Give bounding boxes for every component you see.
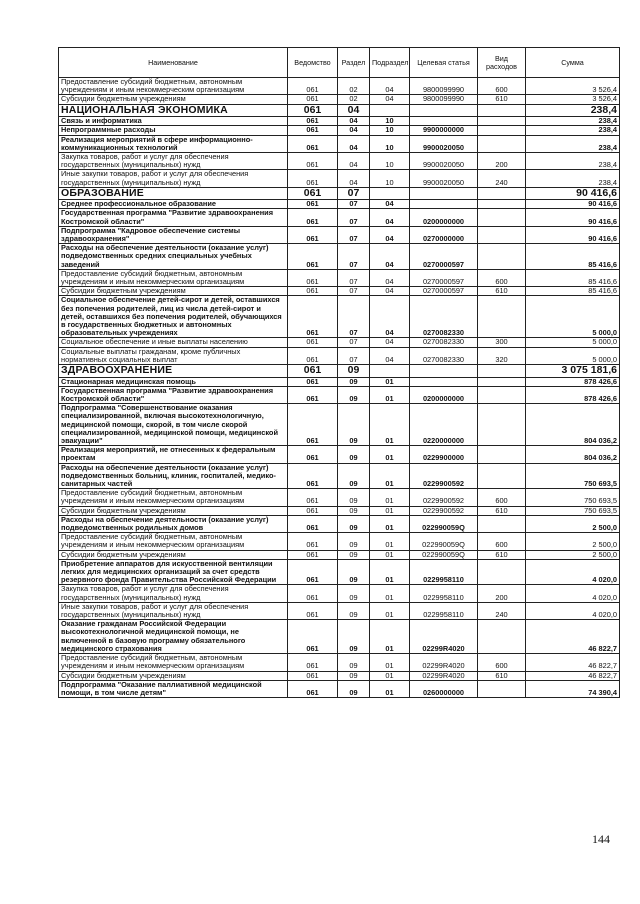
cell-expense-type: [478, 559, 526, 585]
cell-expense-type: 610: [478, 95, 526, 104]
cell-section: 09: [338, 377, 370, 386]
cell-target-item: 0229900592: [410, 489, 478, 506]
cell-target-item: [410, 104, 478, 117]
cell-expense-type: [478, 365, 526, 378]
cell-amount: 2 500,0: [526, 550, 620, 559]
cell-department: 061: [288, 269, 338, 286]
cell-amount: 238,4: [526, 104, 620, 117]
cell-amount: 74 390,4: [526, 680, 620, 697]
table-row: [59, 446, 620, 463]
cell-amount: 2 500,0: [526, 533, 620, 550]
cell-section: 09: [338, 559, 370, 585]
cell-subsection: 10: [370, 152, 410, 169]
cell-amount: 3 526,4: [526, 78, 620, 95]
cell-name: Иные закупки товаров, работ и услуг для обеспечения государственных (муниципальных) нужд: [59, 602, 288, 619]
header-name: Наименование: [59, 48, 288, 78]
cell-subsection: 04: [370, 269, 410, 286]
cell-target-item: 0270082330: [410, 347, 478, 364]
cell-section: 07: [338, 209, 370, 226]
cell-section: 07: [338, 244, 370, 270]
cell-section: 09: [338, 365, 370, 378]
cell-amount: 4 020,0: [526, 559, 620, 585]
cell-name: Реализация мероприятий, не отнесенных к федеральным проектам: [59, 446, 288, 463]
cell-department: 061: [288, 446, 338, 463]
cell-expense-type: [478, 135, 526, 152]
cell-amount: 804 036,2: [526, 404, 620, 446]
cell-target-item: [410, 377, 478, 386]
cell-expense-type: [478, 104, 526, 117]
cell-amount: 238,4: [526, 117, 620, 126]
table-row: [59, 671, 620, 680]
cell-name: Подпрограмма "Совершенствование оказания специализированной, включая высокотехнологичную, медицинской помощи, скорой, в том числе скорой специализированной, медицинской помощи, медицинской эвакуации": [59, 404, 288, 446]
cell-target-item: 0229900592: [410, 463, 478, 489]
cell-department: 061: [288, 550, 338, 559]
cell-amount: 85 416,6: [526, 287, 620, 296]
cell-target-item: 0229900592: [410, 506, 478, 515]
cell-expense-type: [478, 515, 526, 532]
cell-name: Субсидии бюджетным учреждениям: [59, 95, 288, 104]
cell-subsection: 04: [370, 95, 410, 104]
cell-section: 09: [338, 654, 370, 671]
cell-target-item: 022990059Q: [410, 550, 478, 559]
table-row: [59, 170, 620, 187]
cell-target-item: 0200000000: [410, 209, 478, 226]
cell-name: Среднее профессиональное образование: [59, 200, 288, 209]
cell-department: 061: [288, 209, 338, 226]
cell-expense-type: 600: [478, 533, 526, 550]
table-row: [59, 377, 620, 386]
table-row: [59, 244, 620, 270]
cell-expense-type: [478, 620, 526, 654]
cell-subsection: 10: [370, 126, 410, 135]
cell-subsection: 01: [370, 680, 410, 697]
cell-section: 04: [338, 135, 370, 152]
budget-table: [58, 47, 620, 698]
table-row: [59, 550, 620, 559]
cell-subsection: 04: [370, 226, 410, 243]
cell-section: 07: [338, 338, 370, 347]
cell-department: 061: [288, 287, 338, 296]
table-row: [59, 187, 620, 200]
cell-amount: 238,4: [526, 152, 620, 169]
cell-expense-type: 300: [478, 338, 526, 347]
cell-section: 09: [338, 489, 370, 506]
cell-section: 07: [338, 187, 370, 200]
cell-target-item: 02299R4020: [410, 671, 478, 680]
cell-amount: 90 416,6: [526, 200, 620, 209]
table-row: [59, 296, 620, 338]
header-department: Ведомство: [288, 48, 338, 78]
cell-name: Связь и информатика: [59, 117, 288, 126]
cell-target-item: 022990059Q: [410, 533, 478, 550]
cell-target-item: [410, 117, 478, 126]
cell-department: 061: [288, 152, 338, 169]
cell-name: Расходы на обеспечение деятельности (оказание услуг) подведомственных средних специальных учебных заведений: [59, 244, 288, 270]
cell-department: 061: [288, 386, 338, 403]
cell-expense-type: [478, 386, 526, 403]
cell-section: 04: [338, 152, 370, 169]
cell-subsection: [370, 365, 410, 378]
header-target-item: Целевая статья: [410, 48, 478, 78]
cell-subsection: 01: [370, 463, 410, 489]
cell-department: 061: [288, 489, 338, 506]
cell-subsection: 10: [370, 117, 410, 126]
cell-department: 061: [288, 104, 338, 117]
cell-department: 061: [288, 602, 338, 619]
table-row: [59, 117, 620, 126]
table-row: [59, 620, 620, 654]
table-row: [59, 95, 620, 104]
cell-section: 02: [338, 95, 370, 104]
cell-expense-type: [478, 244, 526, 270]
cell-amount: 804 036,2: [526, 446, 620, 463]
cell-expense-type: [478, 117, 526, 126]
cell-subsection: 10: [370, 135, 410, 152]
table-row: [59, 226, 620, 243]
cell-subsection: 01: [370, 533, 410, 550]
cell-amount: 3 075 181,6: [526, 365, 620, 378]
cell-department: 061: [288, 296, 338, 338]
cell-department: 061: [288, 506, 338, 515]
cell-name: Государственная программа "Развитие здравоохранения Костромской области": [59, 209, 288, 226]
table-row: [59, 533, 620, 550]
cell-department: 061: [288, 654, 338, 671]
cell-expense-type: 240: [478, 170, 526, 187]
cell-name: Субсидии бюджетным учреждениям: [59, 287, 288, 296]
cell-department: 061: [288, 338, 338, 347]
cell-subsection: 04: [370, 296, 410, 338]
table-row: [59, 515, 620, 532]
cell-department: 061: [288, 170, 338, 187]
cell-subsection: 01: [370, 404, 410, 446]
cell-name: Подпрограмма "Кадровое обеспечение системы здравоохранения": [59, 226, 288, 243]
cell-department: 061: [288, 226, 338, 243]
table-row: [59, 506, 620, 515]
cell-name: Закупка товаров, работ и услуг для обеспечения государственных (муниципальных) нужд: [59, 585, 288, 602]
cell-department: 061: [288, 78, 338, 95]
cell-target-item: 022990059Q: [410, 515, 478, 532]
cell-amount: 85 416,6: [526, 269, 620, 286]
cell-name: Иные закупки товаров, работ и услуг для обеспечения государственных (муниципальных) нужд: [59, 170, 288, 187]
cell-amount: 5 000,0: [526, 338, 620, 347]
cell-name: Субсидии бюджетным учреждениям: [59, 550, 288, 559]
cell-section: 04: [338, 126, 370, 135]
cell-amount: 4 020,0: [526, 585, 620, 602]
table-row: [59, 78, 620, 95]
cell-expense-type: [478, 377, 526, 386]
cell-amount: 878 426,6: [526, 377, 620, 386]
cell-subsection: 01: [370, 515, 410, 532]
cell-target-item: 9900020050: [410, 170, 478, 187]
cell-section: 09: [338, 404, 370, 446]
cell-name: Закупка товаров, работ и услуг для обеспечения государственных (муниципальных) нужд: [59, 152, 288, 169]
cell-subsection: 01: [370, 550, 410, 559]
cell-amount: 2 500,0: [526, 515, 620, 532]
cell-target-item: 0220000000: [410, 404, 478, 446]
cell-name: Предоставление субсидий бюджетным, автономным учреждениям и иным некоммерческим организациям: [59, 654, 288, 671]
cell-target-item: 0229958110: [410, 602, 478, 619]
table-row: [59, 489, 620, 506]
cell-target-item: 0270082330: [410, 296, 478, 338]
cell-department: 061: [288, 95, 338, 104]
header-subsection: Подраздел: [370, 48, 410, 78]
cell-section: 07: [338, 226, 370, 243]
header-expense-type: Вид расходов: [478, 48, 526, 78]
table-row: [59, 287, 620, 296]
table-row: [59, 654, 620, 671]
cell-target-item: 0270082330: [410, 338, 478, 347]
cell-target-item: 0270000000: [410, 226, 478, 243]
cell-section: 07: [338, 347, 370, 364]
table-row: [59, 404, 620, 446]
cell-section: 07: [338, 269, 370, 286]
cell-target-item: 9900020050: [410, 152, 478, 169]
cell-target-item: 02299R4020: [410, 620, 478, 654]
cell-expense-type: [478, 404, 526, 446]
table-row: [59, 126, 620, 135]
cell-amount: 85 416,6: [526, 244, 620, 270]
cell-amount: 238,4: [526, 135, 620, 152]
table-row: [59, 559, 620, 585]
cell-section: 09: [338, 386, 370, 403]
cell-expense-type: 610: [478, 671, 526, 680]
cell-subsection: 01: [370, 446, 410, 463]
cell-target-item: 9800099990: [410, 95, 478, 104]
cell-subsection: 01: [370, 602, 410, 619]
cell-amount: 3 526,4: [526, 95, 620, 104]
cell-section: 09: [338, 446, 370, 463]
cell-name: Субсидии бюджетным учреждениям: [59, 506, 288, 515]
cell-expense-type: 610: [478, 506, 526, 515]
cell-expense-type: [478, 296, 526, 338]
cell-expense-type: 600: [478, 489, 526, 506]
cell-subsection: 01: [370, 377, 410, 386]
cell-section: 04: [338, 170, 370, 187]
cell-name: ЗДРАВООХРАНЕНИЕ: [59, 365, 288, 378]
cell-target-item: 9900020050: [410, 135, 478, 152]
cell-subsection: 04: [370, 209, 410, 226]
cell-expense-type: [478, 680, 526, 697]
cell-department: 061: [288, 187, 338, 200]
cell-department: 061: [288, 117, 338, 126]
cell-subsection: 01: [370, 654, 410, 671]
cell-target-item: 0260000000: [410, 680, 478, 697]
cell-expense-type: [478, 209, 526, 226]
cell-section: 09: [338, 506, 370, 515]
table-header-row: [59, 48, 620, 78]
cell-name: Расходы на обеспечение деятельности (оказание услуг) подведомственных больниц, клиник, госпиталей, медико-санитарных частей: [59, 463, 288, 489]
cell-department: 061: [288, 680, 338, 697]
cell-department: 061: [288, 463, 338, 489]
cell-subsection: 01: [370, 386, 410, 403]
table-row: [59, 680, 620, 697]
cell-department: 061: [288, 347, 338, 364]
cell-expense-type: 240: [478, 602, 526, 619]
cell-target-item: 0229958110: [410, 585, 478, 602]
cell-amount: 90 416,6: [526, 187, 620, 200]
cell-section: 09: [338, 550, 370, 559]
cell-amount: 90 416,6: [526, 209, 620, 226]
cell-expense-type: 200: [478, 152, 526, 169]
cell-subsection: [370, 104, 410, 117]
cell-name: Реализация мероприятий в сфере информационно-коммуникационных технологий: [59, 135, 288, 152]
cell-amount: 5 000,0: [526, 347, 620, 364]
cell-department: 061: [288, 365, 338, 378]
cell-target-item: 9900000000: [410, 126, 478, 135]
cell-department: 061: [288, 559, 338, 585]
cell-amount: 90 416,6: [526, 226, 620, 243]
cell-section: 07: [338, 296, 370, 338]
cell-subsection: 04: [370, 78, 410, 95]
cell-name: Предоставление субсидий бюджетным, автономным учреждениям и иным некоммерческим организациям: [59, 78, 288, 95]
table-row: [59, 386, 620, 403]
cell-name: Социальное обеспечение детей-сирот и детей, оставшихся без попечения родителей, лиц из числа детей-сирот и детей, оставшихся без попечения родителей, обучающихся в государственных бюджетных и автономных образовательных учреждениях: [59, 296, 288, 338]
cell-department: 061: [288, 515, 338, 532]
cell-expense-type: [478, 200, 526, 209]
cell-amount: 750 693,5: [526, 489, 620, 506]
table-body: [59, 78, 620, 698]
cell-section: 02: [338, 78, 370, 95]
cell-name: НАЦИОНАЛЬНАЯ ЭКОНОМИКА: [59, 104, 288, 117]
cell-expense-type: 610: [478, 287, 526, 296]
cell-section: 09: [338, 602, 370, 619]
cell-target-item: 0200000000: [410, 386, 478, 403]
cell-name: Государственная программа "Развитие здравоохранения Костромской области": [59, 386, 288, 403]
cell-subsection: 01: [370, 620, 410, 654]
cell-subsection: 01: [370, 585, 410, 602]
header-amount: Сумма: [526, 48, 620, 78]
cell-name: Субсидии бюджетным учреждениям: [59, 671, 288, 680]
cell-name: Предоставление субсидий бюджетным, автономным учреждениям и иным некоммерческим организациям: [59, 269, 288, 286]
cell-name: Подпрограмма "Оказание паллиативной медицинской помощи, в том числе детям": [59, 680, 288, 697]
table-row: [59, 585, 620, 602]
cell-target-item: 0229900000: [410, 446, 478, 463]
cell-section: 09: [338, 671, 370, 680]
cell-department: 061: [288, 244, 338, 270]
cell-amount: 238,4: [526, 126, 620, 135]
cell-department: 061: [288, 585, 338, 602]
cell-expense-type: 610: [478, 550, 526, 559]
cell-subsection: 01: [370, 506, 410, 515]
cell-subsection: 01: [370, 671, 410, 680]
cell-target-item: 0270000597: [410, 287, 478, 296]
cell-subsection: 04: [370, 200, 410, 209]
cell-department: 061: [288, 126, 338, 135]
cell-name: Непрограммные расходы: [59, 126, 288, 135]
cell-name: Социальные выплаты гражданам, кроме публичных нормативных социальных выплат: [59, 347, 288, 364]
cell-amount: 46 822,7: [526, 671, 620, 680]
table-row: [59, 365, 620, 378]
cell-amount: 238,4: [526, 170, 620, 187]
cell-department: 061: [288, 533, 338, 550]
cell-section: 09: [338, 515, 370, 532]
cell-section: 04: [338, 117, 370, 126]
cell-expense-type: [478, 463, 526, 489]
cell-section: 09: [338, 533, 370, 550]
cell-section: 09: [338, 680, 370, 697]
cell-name: Расходы на обеспечение деятельности (оказание услуг) подведомственных родильных домов: [59, 515, 288, 532]
cell-amount: 46 822,7: [526, 654, 620, 671]
page-number: 144: [592, 832, 610, 846]
table-row: [59, 209, 620, 226]
cell-name: Стационарная медицинская помощь: [59, 377, 288, 386]
cell-target-item: 9800099990: [410, 78, 478, 95]
cell-subsection: 04: [370, 244, 410, 270]
cell-expense-type: 200: [478, 585, 526, 602]
cell-expense-type: 600: [478, 78, 526, 95]
cell-section: 09: [338, 620, 370, 654]
cell-amount: 878 426,6: [526, 386, 620, 403]
header-section: Раздел: [338, 48, 370, 78]
cell-department: 061: [288, 135, 338, 152]
table-row: [59, 152, 620, 169]
table-row: [59, 463, 620, 489]
cell-subsection: 01: [370, 489, 410, 506]
cell-name: Оказание гражданам Российской Федерации высокотехнологичной медицинской помощи, не включенной в базовую программу обязательного медицинского страхования: [59, 620, 288, 654]
cell-expense-type: 600: [478, 269, 526, 286]
table-row: [59, 602, 620, 619]
cell-section: 09: [338, 585, 370, 602]
cell-name: Предоставление субсидий бюджетным, автономным учреждениям и иным некоммерческим организациям: [59, 489, 288, 506]
cell-amount: 4 020,0: [526, 602, 620, 619]
cell-expense-type: 600: [478, 654, 526, 671]
cell-expense-type: [478, 126, 526, 135]
cell-name: Социальное обеспечение и иные выплаты населению: [59, 338, 288, 347]
cell-target-item: [410, 200, 478, 209]
cell-target-item: 0270000597: [410, 269, 478, 286]
cell-target-item: [410, 187, 478, 200]
cell-section: 07: [338, 287, 370, 296]
table-row: [59, 135, 620, 152]
cell-subsection: 04: [370, 338, 410, 347]
table-row: [59, 338, 620, 347]
cell-subsection: [370, 187, 410, 200]
table-row: [59, 104, 620, 117]
cell-expense-type: [478, 446, 526, 463]
cell-amount: 750 693,5: [526, 463, 620, 489]
cell-subsection: 01: [370, 559, 410, 585]
cell-department: 061: [288, 404, 338, 446]
cell-section: 04: [338, 104, 370, 117]
cell-expense-type: [478, 187, 526, 200]
cell-department: 061: [288, 200, 338, 209]
cell-amount: 5 000,0: [526, 296, 620, 338]
cell-target-item: 02299R4020: [410, 654, 478, 671]
table-row: [59, 347, 620, 364]
cell-department: 061: [288, 671, 338, 680]
cell-target-item: 0270000597: [410, 244, 478, 270]
cell-section: 09: [338, 463, 370, 489]
cell-amount: 750 693,5: [526, 506, 620, 515]
cell-section: 07: [338, 200, 370, 209]
cell-subsection: 04: [370, 347, 410, 364]
cell-amount: 46 822,7: [526, 620, 620, 654]
table-row: [59, 200, 620, 209]
cell-expense-type: 320: [478, 347, 526, 364]
table-row: [59, 269, 620, 286]
cell-target-item: [410, 365, 478, 378]
cell-department: 061: [288, 620, 338, 654]
cell-expense-type: [478, 226, 526, 243]
cell-name: Приобретение аппаратов для искусственной вентиляции легких для медицинских организаций за счет средств резервного фонда Правительства Российской Федерации: [59, 559, 288, 585]
cell-target-item: 0229958110: [410, 559, 478, 585]
cell-name: Предоставление субсидий бюджетным, автономным учреждениям и иным некоммерческим организациям: [59, 533, 288, 550]
cell-subsection: 10: [370, 170, 410, 187]
cell-name: ОБРАЗОВАНИЕ: [59, 187, 288, 200]
cell-subsection: 04: [370, 287, 410, 296]
cell-department: 061: [288, 377, 338, 386]
